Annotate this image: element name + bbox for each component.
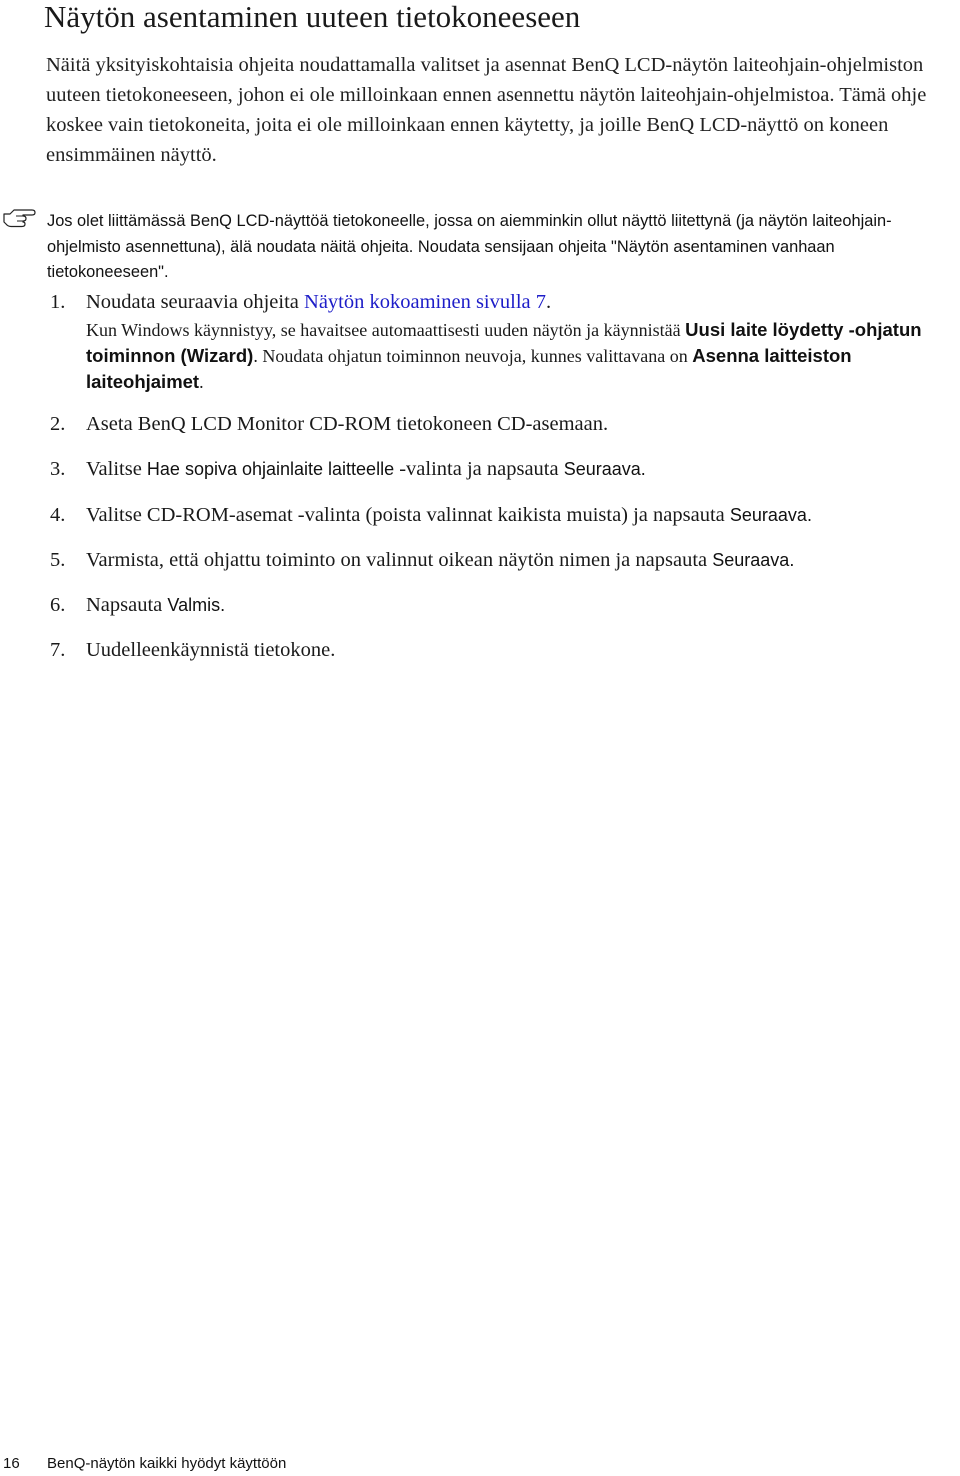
ui-label: Asenna laitteiston laiteohjaimet [86, 345, 852, 392]
page-link[interactable]: Näytön kokoaminen sivulla 7 [304, 291, 546, 313]
step-number: 5. [50, 549, 66, 571]
ui-label: Uusi laite löydetty -ohjatun toiminnon (Wizard) [86, 319, 922, 366]
step-text [86, 547, 956, 573]
sub-text-part: Kun Windows käynnistyy, se havaitsee automaattisesti uuden näytön ja käynnistää [86, 320, 686, 340]
intro-paragraph: Näitä yksityiskohtaisia ohjeita noudattamalla valitset ja asennat BenQ LCD-näytön laiteohjain-ohjelmiston uuteen tietokoneeseen, johon ei ole milloinkaan ennen asennettu näytön laiteohjain-ohjelmistoa. Tämä ohje koskee vain tietokoneita, joita ei ole milloinkaan ennen käytetty, ja joille BenQ LCD-näyttö on koneen ensimmäinen näyttö. [46, 54, 927, 166]
step-text [86, 502, 956, 528]
page-title: Näytön asentaminen uuteen tietokoneeseen [44, 0, 581, 34]
footer-text: BenQ-näytön kaikki hyödyt käyttöön [47, 1455, 287, 1472]
step-text-part: Valitse [86, 458, 147, 480]
step-text-part: . [546, 291, 552, 313]
step-text-part: Noudata seuraavia ohjeita [86, 291, 305, 313]
step-text [86, 456, 956, 482]
pointing-hand-icon [2, 206, 36, 228]
step-number: 3. [50, 458, 66, 480]
step-text-part: Varmista, että ohjattu toiminto on valinnut oikean näytön nimen ja napsauta [86, 549, 713, 571]
step-1-description [86, 317, 958, 395]
note-text: Jos olet liittämässä BenQ LCD-näyttöä tietokoneelle, jossa on aiemminkin ollut näyttö liitettynä (ja näytön laiteohjain-ohjelmisto asennettuna), älä noudata näitä ohjeita. Noudata sensijaan ohjeita "Näytön asentaminen vanhaan tietokoneeseen". [47, 212, 892, 281]
step-text-part: Valitse CD-ROM-asemat -valinta (poista valinnat kaikista muista) ja napsauta [86, 504, 730, 526]
sub-text-part: . Noudata ohjatun toiminnon neuvoja, kunnes valittavana on [253, 346, 693, 366]
page-number: 16 [3, 1455, 20, 1472]
page-footer [3, 1454, 286, 1474]
ui-label: Seuraava. [563, 459, 646, 479]
step-number: 1. [50, 291, 66, 313]
step-number: 6. [50, 594, 66, 616]
sub-text-part: . [199, 372, 204, 392]
ui-label: Seuraava. [729, 505, 812, 525]
ui-label: Hae sopiva ohjainlaite laitteelle [146, 459, 395, 479]
step-number: 2. [50, 413, 66, 435]
step-text-part: -valinta ja napsauta [394, 458, 564, 480]
ui-label: Valmis. [167, 595, 226, 615]
step-text: Aseta BenQ LCD Monitor CD-ROM tietokoneen CD-asemaan. [86, 413, 609, 435]
step-text-part: Napsauta [86, 594, 168, 616]
step-text: Uudelleenkäynnistä tietokone. [86, 639, 336, 661]
step-text [86, 289, 956, 315]
step-number: 7. [50, 639, 66, 661]
ui-label: Seuraava. [712, 550, 795, 570]
step-text [86, 592, 956, 618]
step-number: 4. [50, 504, 66, 526]
